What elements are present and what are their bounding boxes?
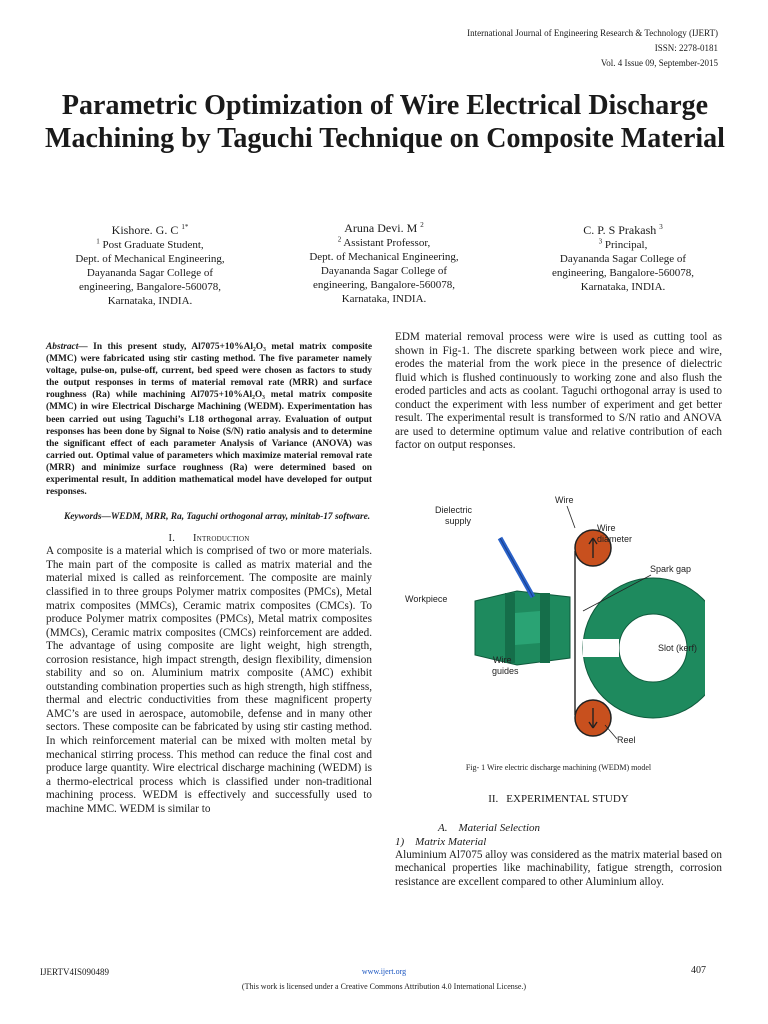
author-name: C. P. S Prakash: [583, 223, 657, 237]
author-role: Post Graduate Student,: [102, 239, 204, 251]
author-city: Karnataka, INDIA.: [580, 281, 666, 293]
journal-header: [467, 26, 718, 71]
label-wire-guides-1: Wire: [493, 654, 512, 665]
label-wire-diameter-2: diameter: [597, 533, 633, 544]
label-spark-gap: Spark gap: [650, 563, 692, 574]
subsection-material-selection: A. Material Selection: [438, 821, 541, 834]
label-workpiece: Workpiece: [405, 593, 448, 604]
label-reel: Reel: [617, 734, 636, 745]
author-block-3: [512, 222, 734, 294]
section-heading-introduction: [46, 532, 372, 545]
role-superscript: 2: [337, 235, 342, 244]
journal-issn: ISSN: 2278-0181: [654, 43, 718, 53]
label-wire-diameter-1: Wire: [597, 522, 616, 533]
abstract: [46, 341, 372, 498]
journal-volume: Vol. 4 Issue 09, September-2015: [600, 58, 718, 68]
section-heading-experimental: [395, 793, 722, 806]
author-dept: Dept. of Mechanical Engineering,: [75, 253, 225, 265]
section-number: II.: [488, 792, 499, 805]
bottom-reel-icon: [575, 700, 611, 736]
introduction-text: A composite is a material which is comprised of two or more materials. The main part of the composite is called as matrix material and the material mixed is called as reinforcement. The composite are mainly classified in to three groups Polymer matrix composites (PMCs), Metal matrix composites (MMCs), Ceramic matrix composites (CMCs). To produce Polymer matrix composites (PMCs), Metal matrix composites (MMCs), Ceramic matrix composites (CMCs) reinforcement are added. The advantage of using composite are light weight, high strength, corrosion resistance, high impact strength, design flexibility, dimension stability and so on. Aluminium matrix composite (AMC) exhibit outstanding combination properties such as high strength, high stiffness, thermal and electric conductivities from these magnificent property AMC’s are used in aerospace, automobile, defense and in many other sectors. These composite can be fabricated by using stir casting method. In which reinforcement material can be mixed with molten metal by mechanical stirring process. This method can reduce the final cost and produce large quantity. Wire electrical discharge machining (WEDM) is a thermo-electrical process which is classified under non-traditional machining process. WEDM is effectively and successfully used to machine MMC. WEDM is similar to: [46, 545, 372, 815]
left-column: [46, 341, 372, 816]
author-country: Karnataka, INDIA.: [107, 295, 193, 307]
author-country: Karnataka, INDIA.: [341, 293, 427, 305]
role-superscript: 3: [598, 237, 603, 246]
author-college: engineering, Bangalore-560078,: [551, 267, 695, 279]
author-city: engineering, Bangalore-560078,: [312, 279, 456, 291]
matrix-material-text: Aluminium Al7075 alloy was considered as the matrix material based on mechanical properties like machinability, fatigue strength, corrosion resistance are excellent compared to other Aluminium alloy.: [395, 848, 722, 889]
role-superscript: 1: [96, 237, 100, 246]
author-role: Principal,: [604, 239, 648, 251]
dielectric-supply-icon: [500, 538, 533, 597]
author-dept: Dayananda Sagar College of: [559, 253, 687, 265]
paper-id: IJERTV4IS090489: [40, 967, 109, 977]
label-supply: supply: [445, 515, 472, 526]
section-title: EXPERIMENTAL STUDY: [506, 792, 629, 805]
author-city: engineering, Bangalore-560078,: [78, 281, 222, 293]
author-college: Dayananda Sagar College of: [86, 267, 214, 279]
workpiece-block-icon: [475, 591, 570, 665]
page-number: 407: [691, 965, 706, 976]
author-dept: Dept. of Mechanical Engineering,: [309, 251, 459, 263]
author-name: Aruna Devi. M: [344, 221, 418, 235]
figure-caption: Fig- 1 Wire electric discharge machining (WEDM) model: [465, 762, 652, 772]
author-name: Kishore. G. C: [111, 223, 179, 237]
label-dielectric: Dielectric: [435, 504, 473, 515]
author-superscript: 3: [659, 223, 663, 231]
section-number: I.: [168, 533, 176, 545]
license-note: (This work is licensed under a Creative Commons Attribution 4.0 International License.): [241, 982, 527, 991]
label-wire: Wire: [555, 494, 574, 505]
author-superscript: 2: [420, 221, 424, 229]
paper-title: Parametric Optimization of Wire Electrical Discharge Machining by Taguchi Technique on Composite Material: [45, 90, 725, 154]
wedm-diagram: [405, 493, 705, 751]
label-wire-guides-2: guides: [492, 665, 519, 676]
author-role: Assistant Professor,: [343, 237, 431, 249]
journal-name: International Journal of Engineering Research & Technology (IJERT): [467, 28, 718, 38]
keywords: Keywords—WEDM, MRR, Ra, Taguchi orthogonal array, minitab-17 software.: [64, 512, 371, 523]
journal-url-link[interactable]: www.ijert.org: [361, 967, 407, 976]
section-title: Introduction: [193, 533, 250, 545]
right-column: [395, 331, 722, 890]
author-superscript: 1*: [181, 223, 189, 231]
figure-wedm-model: [405, 493, 705, 751]
author-college: Dayananda Sagar College of: [320, 265, 448, 277]
introduction-continued-text: EDM material removal process were wire is used as cutting tool as shown in Fig-1. The discrete sparking between work piece and wire, erodes the material from the work piece in the presence of dielectric fluid which is flushed continuously to working zone and also flush the eroded particles and acts as coolant. Taguchi orthogonal array is used to conduct the experiment with less number of experiment and get better result. The experimental result is transformed to S/N ratio and ANOVA are used to determine optimum value and relative contribution of each factor on output responses.: [395, 331, 722, 452]
author-block-1: [40, 222, 260, 308]
abstract-text: — In this present study, Al7075+10%Al₂O₃ metal matrix composite (MMC) were fabricated using stir casting method. The five parameter namely voltage, pulse-on, pulse-off, current, bed speed were chosen as factors to study the output responses in terms of material removal rate (MRR) and surface roughness (Ra) while machining Al7075+10%Al₂O₃ metal matrix composite (MMC) in wire Electrical Discharge Machining (WEDM). Experimentation has been carried out using Taguchi’s L18 orthogonal array. Evaluation of output responses has been done by Signal to Noise (S/N) ratio analysis and to determine the significant effect of each parameter Analysis of Variance (ANOVA) was carried out. Optimal value of parameters which maximize material removal rate (MRR) and minimize surface roughness (Ra) were determined based on experimental result, In addition mathematical model have developed for output responses.: [46, 342, 372, 498]
label-slot: Slot (kerf): [658, 642, 698, 653]
abstract-label: Abstract: [46, 342, 79, 352]
author-block-2: [268, 220, 500, 306]
subsection-matrix-material: 1) Matrix Material: [395, 835, 487, 848]
